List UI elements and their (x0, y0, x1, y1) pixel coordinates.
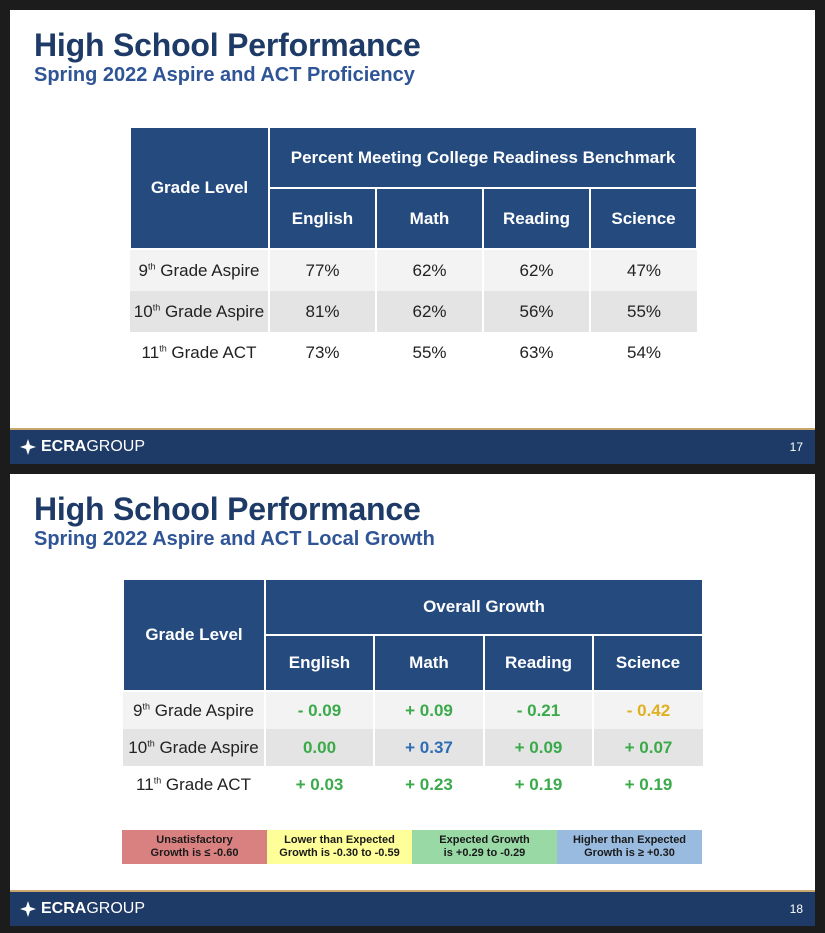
table-cell: 62% (376, 291, 483, 332)
slide-subtitle: Spring 2022 Aspire and ACT Local Growth (34, 528, 435, 550)
slide-18 (10, 474, 815, 926)
row-label: 9th Grade Aspire (123, 691, 265, 729)
ecra-logo-icon (20, 901, 36, 917)
slide-footer (10, 890, 815, 926)
table-cell: 56% (483, 291, 590, 332)
page-number: 17 (789, 440, 803, 454)
growth-cell: + 0.19 (484, 766, 593, 803)
slide-subtitle: Spring 2022 Aspire and ACT Proficiency (34, 64, 415, 86)
growth-cell: 0.00 (265, 729, 374, 766)
row-label: 11th Grade ACT (123, 766, 265, 803)
legend-lower-than-expected: Lower than Expected Growth is -0.30 to -0.59 (267, 830, 412, 864)
slide-title: High School Performance (34, 27, 421, 63)
column-header-science: Science (590, 188, 697, 249)
table-cell: 47% (590, 249, 697, 291)
column-header-english: English (269, 188, 376, 249)
growth-legend (122, 830, 702, 864)
column-header-reading: Reading (484, 635, 593, 691)
slide-17 (10, 10, 815, 464)
table-row (130, 249, 697, 291)
table-row (130, 332, 697, 373)
row-label: 9th Grade Aspire (130, 249, 269, 291)
legend-unsatisfactory: Unsatisfactory Growth is ≤ -0.60 (122, 830, 267, 864)
proficiency-table (129, 126, 698, 373)
growth-cell: + 0.09 (374, 691, 484, 729)
ecra-logo: ECRA GROUP (20, 900, 145, 918)
growth-cell: + 0.09 (484, 729, 593, 766)
table-cell: 73% (269, 332, 376, 373)
table-cell: 81% (269, 291, 376, 332)
growth-cell: - 0.21 (484, 691, 593, 729)
table-row (130, 291, 697, 332)
legend-higher-than-expected: Higher than Expected Growth is ≥ +0.30 (557, 830, 702, 864)
table-cell: 54% (590, 332, 697, 373)
table-cell: 62% (376, 249, 483, 291)
table-cell: 63% (483, 332, 590, 373)
table-row (123, 766, 703, 803)
column-header-english: English (265, 635, 374, 691)
slide-footer (10, 428, 815, 464)
grade-level-header: Grade Level (123, 579, 265, 691)
benchmark-header: Percent Meeting College Readiness Benchmark (269, 127, 697, 188)
column-header-reading: Reading (483, 188, 590, 249)
slide-title: High School Performance (34, 491, 421, 527)
column-header-math: Math (374, 635, 484, 691)
table-cell: 77% (269, 249, 376, 291)
row-label: 10th Grade Aspire (130, 291, 269, 332)
growth-cell: + 0.03 (265, 766, 374, 803)
growth-cell: + 0.07 (593, 729, 703, 766)
legend-expected-growth: Expected Growth is +0.29 to -0.29 (412, 830, 557, 864)
column-header-math: Math (376, 188, 483, 249)
page-number: 18 (789, 902, 803, 916)
ecra-logo: ECRA GROUP (20, 438, 145, 456)
growth-cell: + 0.19 (593, 766, 703, 803)
growth-cell: - 0.09 (265, 691, 374, 729)
growth-cell: + 0.23 (374, 766, 484, 803)
row-label: 11th Grade ACT (130, 332, 269, 373)
table-cell: 55% (376, 332, 483, 373)
table-cell: 62% (483, 249, 590, 291)
table-cell: 55% (590, 291, 697, 332)
row-label: 10th Grade Aspire (123, 729, 265, 766)
ecra-logo-icon (20, 439, 36, 455)
growth-table (122, 578, 704, 803)
table-row (123, 691, 703, 729)
table-row (123, 729, 703, 766)
column-header-science: Science (593, 635, 703, 691)
overall-growth-header: Overall Growth (265, 579, 703, 635)
grade-level-header: Grade Level (130, 127, 269, 249)
growth-cell: + 0.37 (374, 729, 484, 766)
growth-cell: - 0.42 (593, 691, 703, 729)
